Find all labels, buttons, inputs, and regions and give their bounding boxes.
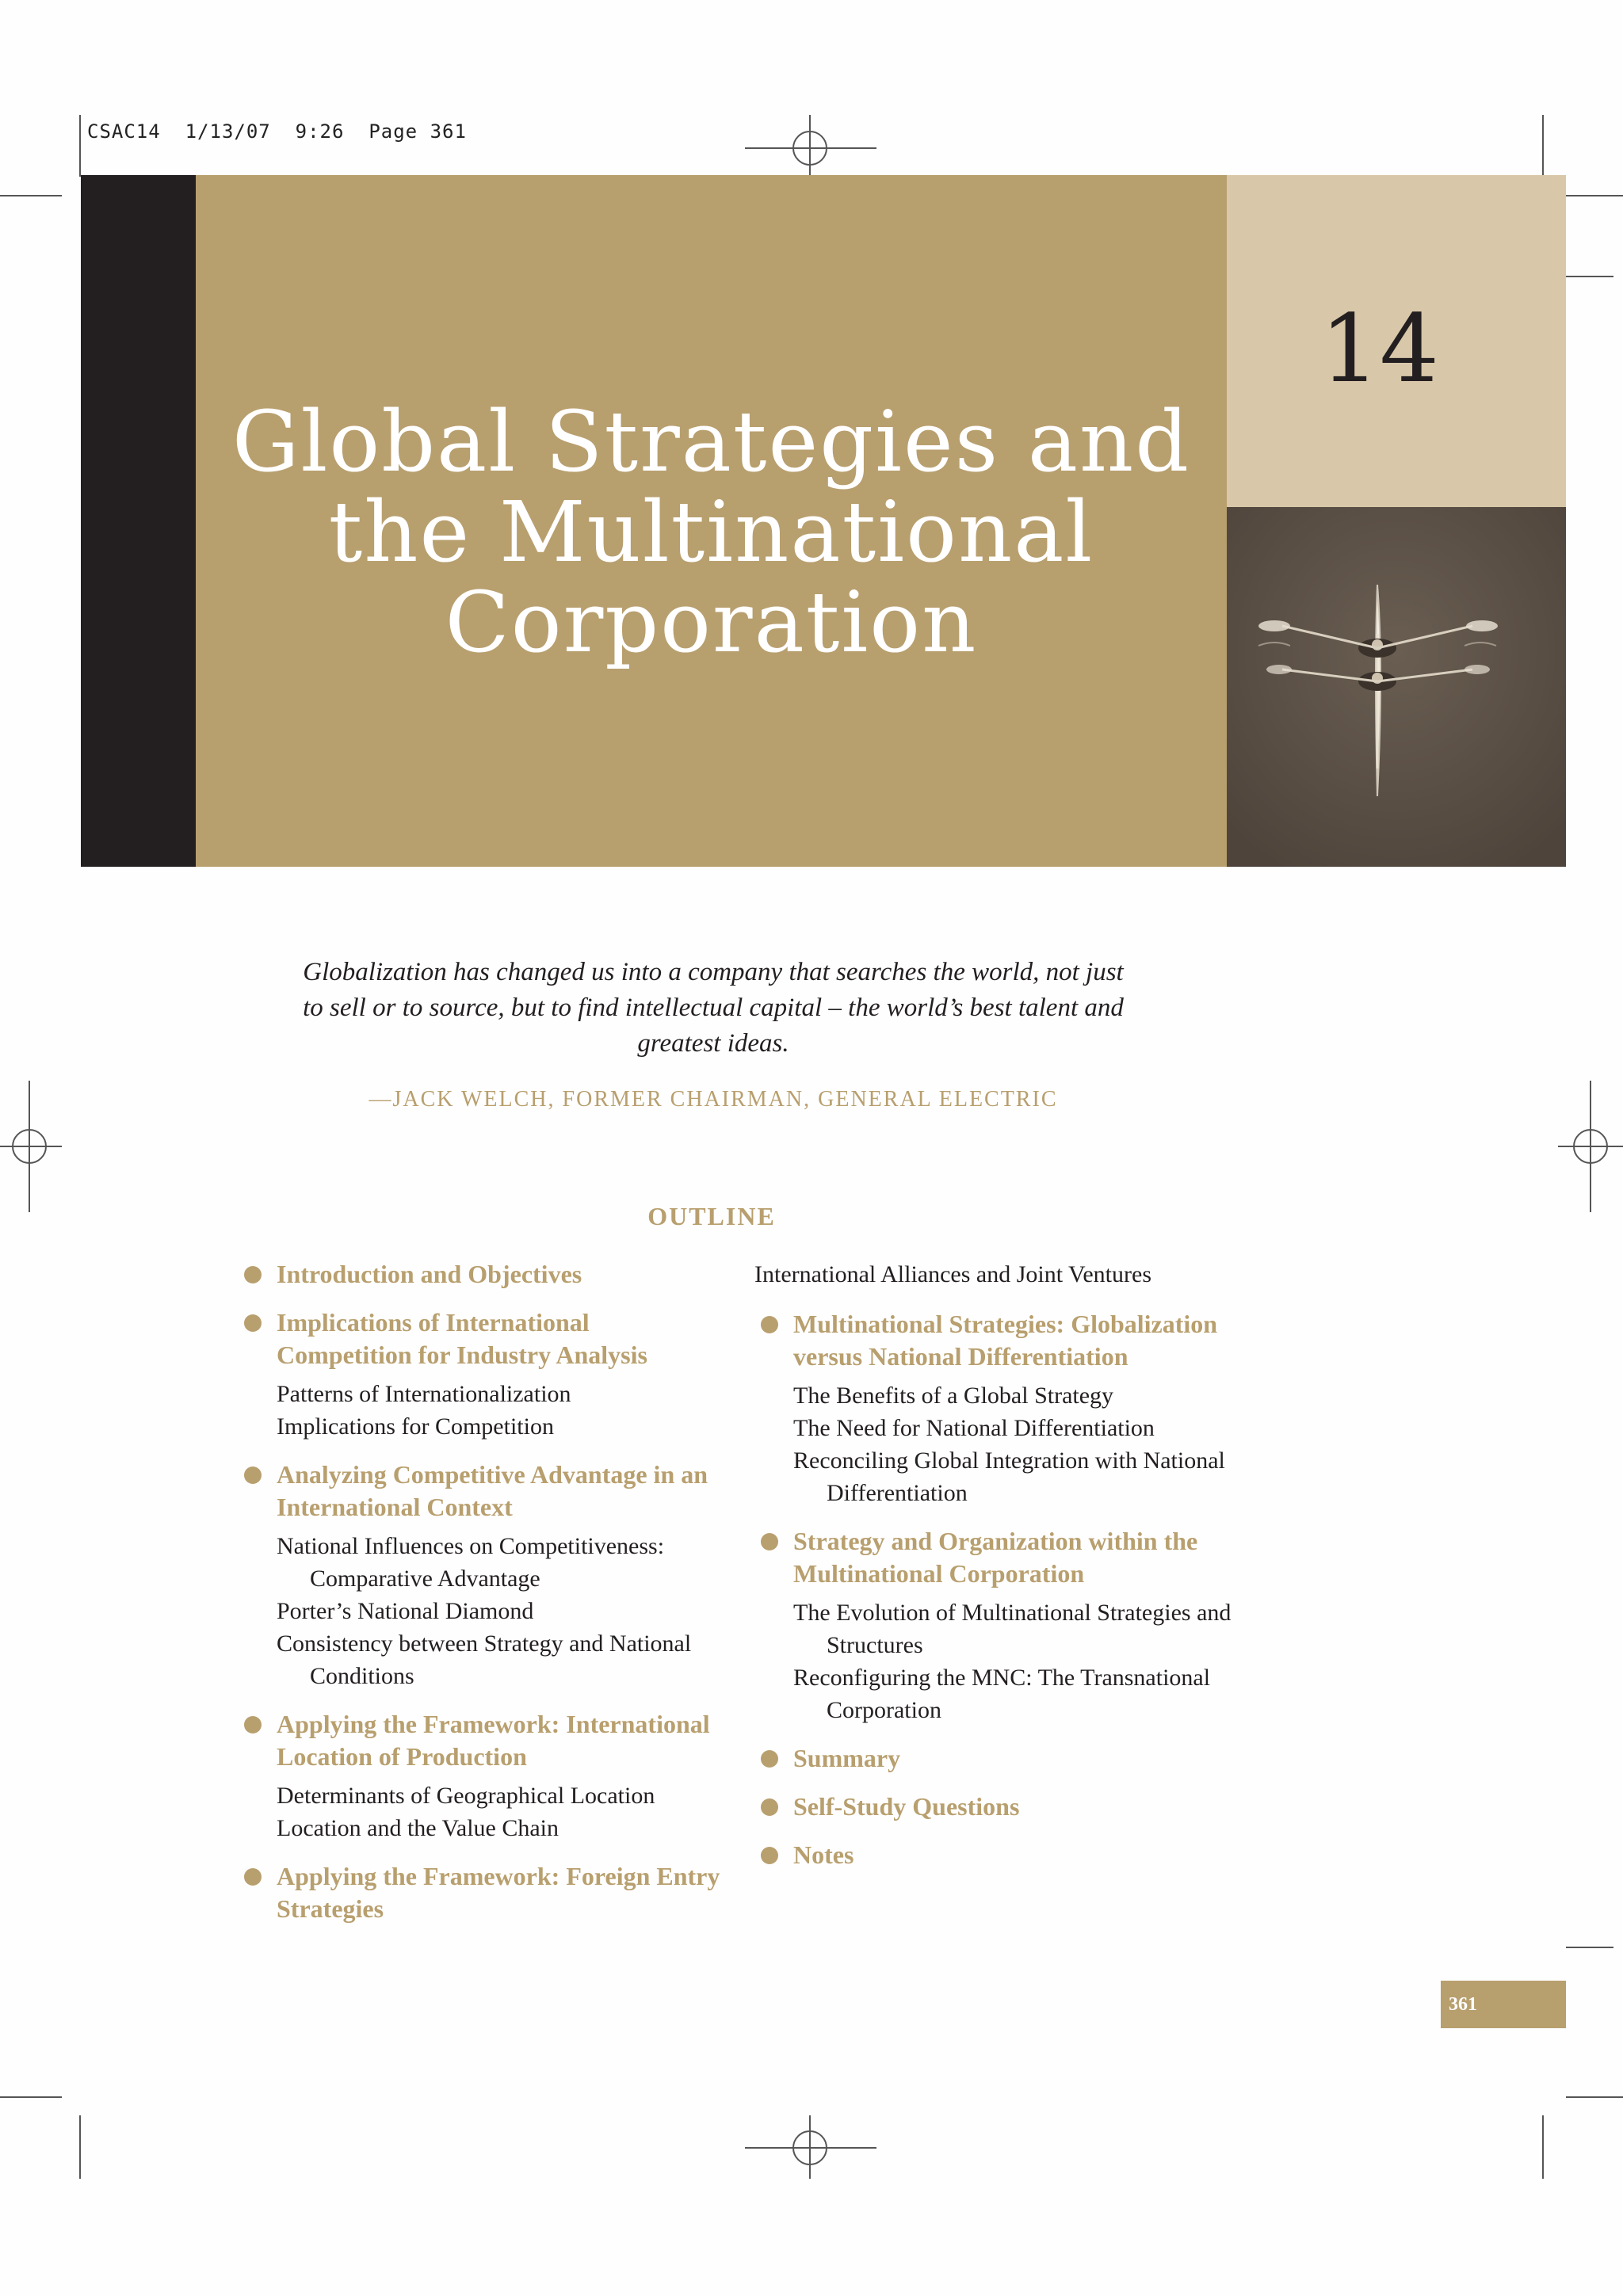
epigraph-quote xyxy=(238,955,1189,1062)
outline-section-heading[interactable] xyxy=(754,1839,1246,1871)
outline-section xyxy=(754,1525,1246,1726)
crop-mark xyxy=(1566,195,1623,196)
outline-subsections xyxy=(754,1379,1246,1509)
outline-section-heading[interactable] xyxy=(754,1525,1246,1590)
outline-section-heading[interactable] xyxy=(754,1308,1246,1373)
outline-subsection[interactable]: International Alliances and Joint Ventures xyxy=(754,1261,1151,1287)
chapter-title-line: Global Strategies and xyxy=(231,393,1191,490)
outline-section-title: Introduction and Objectives xyxy=(277,1260,582,1288)
outline-subsection[interactable]: Determinants of Geographical Location xyxy=(277,1783,655,1809)
outline-section xyxy=(754,1839,1246,1871)
bullet-icon xyxy=(761,1847,778,1864)
epigraph-line: greatest ideas. xyxy=(637,1029,789,1058)
crop-mark xyxy=(1566,1947,1613,1948)
outline-section-title: Strategy and Organization within the Multinational Corporation xyxy=(793,1527,1198,1588)
epigraph-line: Globalization has changed us into a company that searches the world, not just xyxy=(303,958,1124,986)
outline-section-heading[interactable] xyxy=(238,1258,729,1291)
outline-subsection[interactable]: Location and the Value Chain xyxy=(277,1815,559,1841)
crop-mark xyxy=(0,195,62,196)
crop-mark xyxy=(1542,2115,1544,2179)
bullet-icon xyxy=(761,1533,778,1550)
outline-subsection[interactable]: Consistency between Strategy and National Conditions xyxy=(277,1630,692,1689)
outline-heading: OUTLINE xyxy=(647,1202,776,1230)
outline-subsection[interactable]: Reconciling Global Integration with National Differentiation xyxy=(793,1447,1225,1506)
outline-subsection[interactable]: National Influences on Competitiveness: Comparative Advantage xyxy=(277,1533,665,1592)
chapter-number: 14 xyxy=(1319,294,1439,403)
bullet-icon xyxy=(244,1266,262,1283)
epigraph-attribution: —JACK WELCH, FORMER CHAIRMAN, GENERAL ELECTRIC xyxy=(369,1087,1058,1112)
crop-mark xyxy=(79,2115,81,2179)
outline-section-heading[interactable] xyxy=(238,1306,729,1371)
outline-section-title: Analyzing Competitive Advantage in an International Context xyxy=(277,1460,708,1521)
registration-mark xyxy=(792,131,827,166)
outline-section-title: Implications of International Competition for Industry Analysis xyxy=(277,1308,647,1369)
epigraph-line: to sell or to source, but to find intellectual capital – the world’s best talent and xyxy=(303,994,1124,1022)
outline-section-heading[interactable] xyxy=(754,1742,1246,1775)
outline-right-column xyxy=(754,1258,1246,1887)
bullet-icon xyxy=(244,1868,262,1886)
outline-section-title: Notes xyxy=(793,1840,854,1869)
bullet-icon xyxy=(244,1716,262,1733)
registration-mark xyxy=(1573,1129,1608,1164)
outline-section-title: Applying the Framework: International Location of Production xyxy=(277,1710,710,1771)
outline-section xyxy=(754,1791,1246,1823)
outline-subsection[interactable]: Implications for Competition xyxy=(277,1413,554,1440)
registration-mark xyxy=(12,1129,47,1164)
bullet-icon xyxy=(761,1750,778,1768)
outline-subsection[interactable]: Porter’s National Diamond xyxy=(277,1598,534,1624)
outline-subsection[interactable]: The Evolution of Multinational Strategies and Structures xyxy=(793,1600,1232,1658)
printer-slug: CSAC14 1/13/07 9:26 Page 361 xyxy=(87,120,467,143)
outline-subsection[interactable]: The Benefits of a Global Strategy xyxy=(793,1383,1114,1409)
outline-subsections xyxy=(238,1378,729,1443)
outline-section-heading[interactable] xyxy=(238,1459,729,1524)
crop-mark xyxy=(1566,2096,1623,2098)
outline-section-heading[interactable] xyxy=(238,1708,729,1773)
outline-subsection[interactable]: Reconfiguring the MNC: The Transnational Corporation xyxy=(793,1665,1211,1723)
outline-section xyxy=(754,1742,1246,1775)
outline-subsection[interactable]: Patterns of Internationalization xyxy=(277,1381,571,1407)
outline-section-title: Multinational Strategies: Globalization versus National Differentiation xyxy=(793,1310,1218,1371)
outline-section-heading[interactable] xyxy=(238,1860,729,1925)
crop-mark xyxy=(1566,276,1613,277)
chapter-title xyxy=(196,393,1227,671)
outline-subsections xyxy=(238,1779,729,1844)
crop-mark xyxy=(1542,115,1544,177)
chapter-title-line: Corporation xyxy=(445,574,978,671)
chapter-number-panel xyxy=(1227,175,1566,507)
registration-mark xyxy=(792,2130,827,2165)
outline-section-title: Self-Study Questions xyxy=(793,1792,1020,1821)
bullet-icon xyxy=(244,1314,262,1332)
outline-section xyxy=(238,1459,729,1692)
bullet-icon xyxy=(761,1798,778,1816)
chapter-title-panel xyxy=(196,175,1227,867)
crop-mark xyxy=(79,115,81,177)
outline-section xyxy=(754,1308,1246,1509)
outline-section-heading[interactable] xyxy=(754,1791,1246,1823)
banner-black-strip xyxy=(81,175,196,867)
bullet-icon xyxy=(244,1466,262,1484)
outline-section xyxy=(238,1258,729,1291)
outline-section xyxy=(238,1708,729,1844)
outline-left-column xyxy=(238,1258,729,1941)
outline-section xyxy=(238,1860,729,1925)
rowing-boat-image xyxy=(1227,507,1566,867)
outline-subsections xyxy=(238,1530,729,1692)
outline-section-title: Applying the Framework: Foreign Entry Strategies xyxy=(277,1862,720,1923)
rowing-boat-photo xyxy=(1227,507,1566,867)
page-number: 361 xyxy=(1441,1981,1566,2028)
outline-section xyxy=(238,1306,729,1443)
outline-section-title: Summary xyxy=(793,1744,901,1772)
chapter-title-line: the Multinational xyxy=(328,483,1094,581)
outline-subsection[interactable]: The Need for National Differentiation xyxy=(793,1415,1155,1441)
outline-subsections xyxy=(754,1596,1246,1726)
crop-mark xyxy=(0,2096,62,2098)
bullet-icon xyxy=(761,1316,778,1333)
